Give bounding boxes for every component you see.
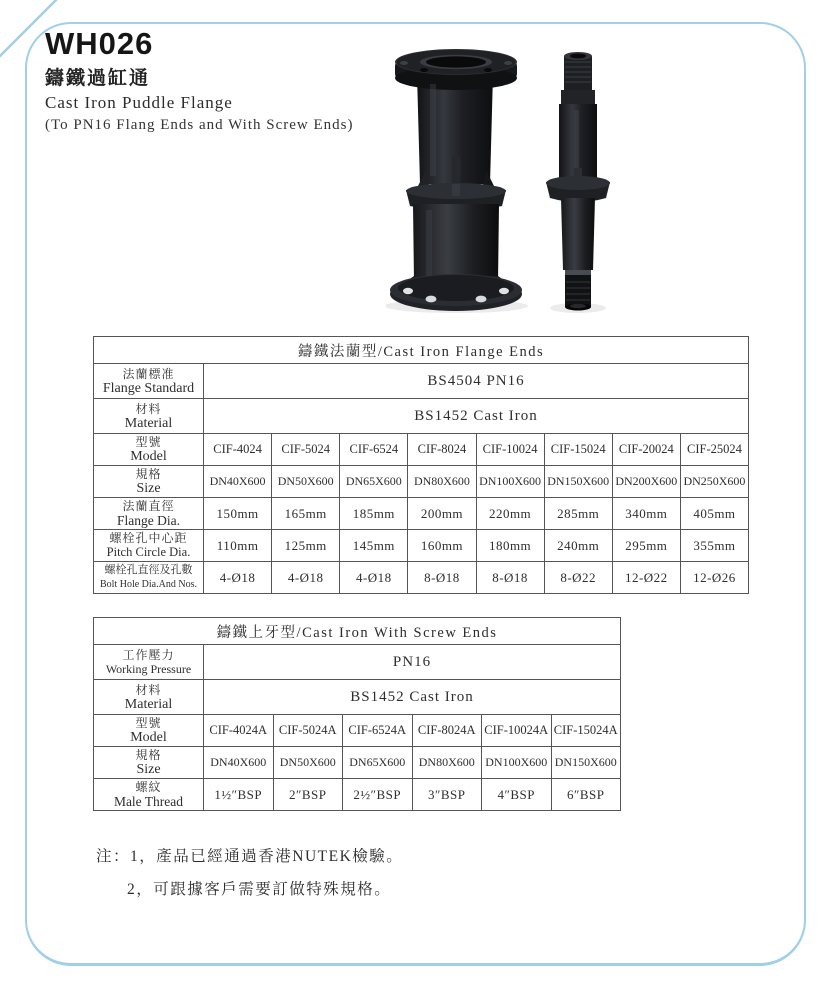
row-label-pitch-circle: [94, 530, 204, 562]
screw-ends-row-material: [94, 680, 621, 715]
flange-dia-value-7: 405mm: [680, 498, 748, 530]
screw-ends-table-title: 鑄鐵上牙型/Cast Iron With Screw Ends: [94, 618, 621, 645]
flange-ends-row-flange-standard: [94, 364, 749, 399]
pitch-circle-value-0: 110mm: [204, 530, 272, 562]
notes-block: [96, 840, 403, 906]
male-thread-value-4: 4″BSP: [482, 779, 552, 811]
page-header: [45, 26, 353, 134]
row-label-zh: 規格: [135, 467, 162, 481]
row-label-size: [94, 747, 204, 779]
size-value-1: DN50X600: [272, 466, 340, 498]
flange-dia-value-3: 200mm: [408, 498, 476, 530]
screw-ends-row-working-pressure: [94, 645, 621, 680]
size-value-2: DN65X600: [343, 747, 413, 779]
material-value: BS1452 Cast Iron: [204, 680, 621, 715]
male-thread-value-3: 3″BSP: [412, 779, 482, 811]
row-label-zh: 法蘭標准: [122, 366, 175, 381]
pitch-circle-value-2: 145mm: [340, 530, 408, 562]
screw-ends-table: [93, 617, 621, 811]
flange-ends-row-model: [94, 434, 749, 466]
bolt-hole-value-0: 4-Ø18: [204, 562, 272, 594]
product-subtitle: (To PN16 Flang Ends and With Screw Ends): [45, 117, 354, 133]
size-value-2: DN65X600: [340, 466, 408, 498]
bolt-hole-value-5: 8-Ø22: [544, 562, 612, 594]
row-label-zh: 螺栓孔直徑及孔數: [104, 564, 193, 576]
row-label-en: Material: [124, 415, 173, 431]
note-1-text: 1，產品已經通過香港NUTEK檢驗。: [130, 848, 404, 865]
model-value-5: CIF-15024: [544, 434, 612, 466]
pitch-circle-value-4: 180mm: [476, 530, 544, 562]
note-2-text: 2，可跟據客戶需要訂做特殊規格。: [127, 881, 392, 898]
screw-ends-row-male-thread: [94, 779, 621, 811]
size-value-5: DN150X600: [544, 466, 612, 498]
row-label-en: Male Thread: [113, 794, 184, 809]
model-value-4: CIF-10024: [476, 434, 544, 466]
row-label-zh: 法蘭直徑: [122, 499, 175, 513]
row-label-zh: 規格: [135, 748, 162, 762]
product-title-en: Cast Iron Puddle Flange: [45, 93, 233, 112]
flange-ends-row-material: [94, 399, 749, 434]
flange-ends-table: [93, 336, 749, 594]
note-prefix: 注：: [96, 848, 131, 865]
product-title-zh: 鑄鐵過缸通: [45, 68, 151, 89]
model-value-0: CIF-4024A: [204, 715, 274, 747]
row-label-zh: 材料: [135, 401, 162, 416]
flange-ends-product: [386, 49, 528, 313]
size-value-3: DN80X600: [412, 747, 482, 779]
row-label-en: Bolt Hole Dia.And Nos.: [100, 579, 197, 590]
size-value-7: DN250X600: [680, 466, 748, 498]
screw-ends-row-model: [94, 715, 621, 747]
flange-dia-value-5: 285mm: [544, 498, 612, 530]
note-line-1: [96, 840, 403, 873]
model-value-2: CIF-6524: [340, 434, 408, 466]
model-value-7: CIF-25024: [680, 434, 748, 466]
male-thread-value-1: 2″BSP: [273, 779, 343, 811]
row-label-en: Working Pressure: [105, 661, 192, 676]
row-label-material: [94, 399, 204, 434]
row-label-zh: 型號: [135, 716, 162, 730]
screw-ends-title-row: [94, 618, 621, 645]
row-label-model: [94, 434, 204, 466]
size-value-6: DN200X600: [612, 466, 680, 498]
flange-ends-row-size: [94, 466, 749, 498]
bolt-hole-value-6: 12-Ø22: [612, 562, 680, 594]
note-line-2: [96, 873, 403, 906]
size-value-4: DN100X600: [476, 466, 544, 498]
row-label-zh: 材料: [135, 682, 162, 697]
flange-ends-row-flange-dia: [94, 498, 749, 530]
flange-dia-value-2: 185mm: [340, 498, 408, 530]
size-value-0: DN40X600: [204, 466, 272, 498]
row-label-model: [94, 715, 204, 747]
model-value-4: CIF-10024A: [482, 715, 552, 747]
row-label-working-pressure: [94, 645, 204, 680]
model-value-6: CIF-20024: [612, 434, 680, 466]
flange-ends-title-row: [94, 337, 749, 364]
row-label-male-thread: [94, 779, 204, 811]
row-label-en: Size: [136, 481, 161, 496]
row-label-material: [94, 680, 204, 715]
bolt-hole-value-1: 4-Ø18: [272, 562, 340, 594]
row-label-en: Material: [124, 696, 173, 712]
male-thread-value-5: 6″BSP: [551, 779, 621, 811]
male-thread-value-2: 2½″BSP: [343, 779, 413, 811]
model-value-1: CIF-5024A: [273, 715, 343, 747]
working-pressure-value: PN16: [204, 645, 621, 680]
size-value-1: DN50X600: [273, 747, 343, 779]
flange-dia-value-1: 165mm: [272, 498, 340, 530]
flange-dia-value-6: 340mm: [612, 498, 680, 530]
flange-ends-row-bolt-hole: [94, 562, 749, 594]
model-value-5: CIF-15024A: [551, 715, 621, 747]
size-value-3: DN80X600: [408, 466, 476, 498]
male-thread-value-0: 1½″BSP: [204, 779, 274, 811]
row-label-zh: 工作壓力: [122, 647, 175, 662]
row-label-en: Flange Standard: [102, 380, 195, 396]
bolt-hole-value-4: 8-Ø18: [476, 562, 544, 594]
flange-ends-row-pitch-circle: [94, 530, 749, 562]
row-label-flange-dia: [94, 498, 204, 530]
model-value-3: CIF-8024A: [412, 715, 482, 747]
size-value-0: DN40X600: [204, 747, 274, 779]
material-value: BS1452 Cast Iron: [204, 399, 749, 434]
pitch-circle-value-5: 240mm: [544, 530, 612, 562]
screw-ends-product: [546, 52, 610, 313]
row-label-zh: 螺紋: [135, 780, 162, 794]
row-label-zh: 螺栓孔中心距: [109, 531, 188, 545]
pitch-circle-value-1: 125mm: [272, 530, 340, 562]
bolt-hole-value-7: 12-Ø26: [680, 562, 748, 594]
size-value-4: DN100X600: [482, 747, 552, 779]
flange-ends-table-title: 鑄鐵法蘭型/Cast Iron Flange Ends: [94, 337, 749, 364]
bolt-hole-value-3: 8-Ø18: [408, 562, 476, 594]
row-label-bolt-hole: [94, 562, 204, 594]
row-label-en: Flange Dia.: [117, 513, 180, 528]
flange-dia-value-0: 150mm: [204, 498, 272, 530]
flange-dia-value-4: 220mm: [476, 498, 544, 530]
model-value-0: CIF-4024: [204, 434, 272, 466]
row-label-en: Size: [136, 762, 161, 777]
pitch-circle-value-3: 160mm: [408, 530, 476, 562]
pitch-circle-value-6: 295mm: [612, 530, 680, 562]
row-label-en: Pitch Circle Dia.: [106, 545, 191, 559]
row-label-flange-standard: [94, 364, 204, 399]
model-value-3: CIF-8024: [408, 434, 476, 466]
row-label-zh: 型號: [135, 435, 162, 449]
screw-ends-row-size: [94, 747, 621, 779]
bolt-hole-value-2: 4-Ø18: [340, 562, 408, 594]
model-value-2: CIF-6524A: [343, 715, 413, 747]
row-label-en: Model: [130, 449, 167, 464]
flange-standard-value: BS4504 PN16: [204, 364, 749, 399]
size-value-5: DN150X600: [551, 747, 621, 779]
model-value-1: CIF-5024: [272, 434, 340, 466]
product-photo-puddle-flanges: [386, 44, 638, 316]
row-label-en: Model: [130, 730, 167, 745]
pitch-circle-value-7: 355mm: [680, 530, 748, 562]
row-label-size: [94, 466, 204, 498]
product-code: WH026: [45, 26, 154, 61]
